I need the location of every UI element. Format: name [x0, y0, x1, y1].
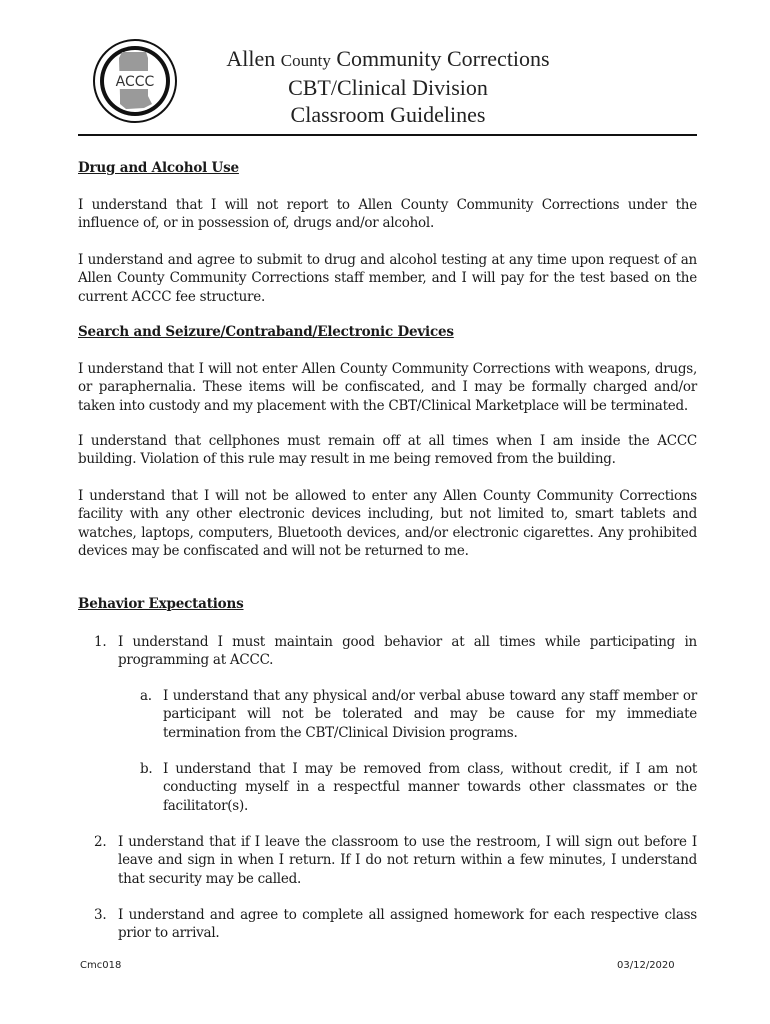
list-marker: 3. [94, 907, 107, 923]
paragraph: I understand that I will not be allowed to enter any Allen County Community Corrections facility with any other electronic devices including, but not limited to, smart tablets and watches, laptops, computers, Bluetooth devices, and/or electronic cigarettes. Any prohibited devices may be confiscated and will not be returned to me. [78, 488, 697, 559]
list-item [94, 833, 697, 888]
paragraph: I understand that I will not enter Allen County Community Corrections with weapons, drugs, or paraphernalia. These items will be confiscated, and I may be formally charged and/or taken into custody and my placement with the CBT/Clinical Marketplace will be terminated. [78, 361, 697, 414]
revision-date: 03/12/2020 [617, 960, 675, 971]
list-marker: b. [140, 761, 153, 777]
paragraph: I understand that cellphones must remain off at all times when I am inside the ACCC building. Violation of this rule may result in me being removed from the building. [78, 433, 697, 468]
sub-list-item [140, 760, 697, 815]
list-item [94, 633, 697, 670]
list-marker: 1. [94, 634, 107, 650]
list-item-text: I understand I must maintain good behavior at all times while participating in programming at ACCC. [118, 634, 697, 669]
logo-text: ACCC [115, 74, 155, 90]
section-heading-search-seizure: Search and Seizure/Contraband/Electronic Devices [78, 324, 454, 340]
title-line-3: Classroom Guidelines [290, 102, 486, 127]
section-heading-behavior: Behavior Expectations [78, 596, 244, 612]
list-item [94, 906, 697, 943]
accc-logo [92, 38, 178, 124]
header-divider [78, 134, 697, 136]
form-code: Cmc018 [80, 960, 122, 971]
title-line-2: CBT/Clinical Division [288, 75, 488, 100]
document-title [188, 45, 588, 128]
list-marker: 2. [94, 834, 107, 850]
list-item-text: I understand that if I leave the classroom to use the restroom, I will sign out before I leave and sign in when I return. If I do not return within a few minutes, I understand that security may be called. [118, 834, 697, 887]
list-item-text: I understand that I may be removed from class, without credit, if I am not conducting myself in a respectful manner towards other classmates or the facilitator(s). [163, 761, 697, 814]
list-item-text: I understand and agree to complete all assigned homework for each respective class prior to arrival. [118, 907, 697, 942]
indiana-seal-icon [92, 38, 178, 124]
list-marker: a. [140, 688, 152, 704]
list-item-text: I understand that any physical and/or verbal abuse toward any staff member or participant will not be tolerated and may be cause for my immediate termination from the CBT/Clinical Division programs. [163, 688, 697, 741]
section-heading-drug-alcohol: Drug and Alcohol Use [78, 160, 239, 176]
paragraph: I understand and agree to submit to drug and alcohol testing at any time upon request of an Allen County Community Corrections staff member, and I will pay for the test based on the current ACCC fee structure. [78, 252, 697, 305]
paragraph: I understand that I will not report to Allen County Community Corrections under the influence of, or in possession of, drugs and/or alcohol. [78, 197, 697, 232]
sub-list-item [140, 687, 697, 742]
title-line-1: Allen County Community Corrections [226, 46, 550, 71]
